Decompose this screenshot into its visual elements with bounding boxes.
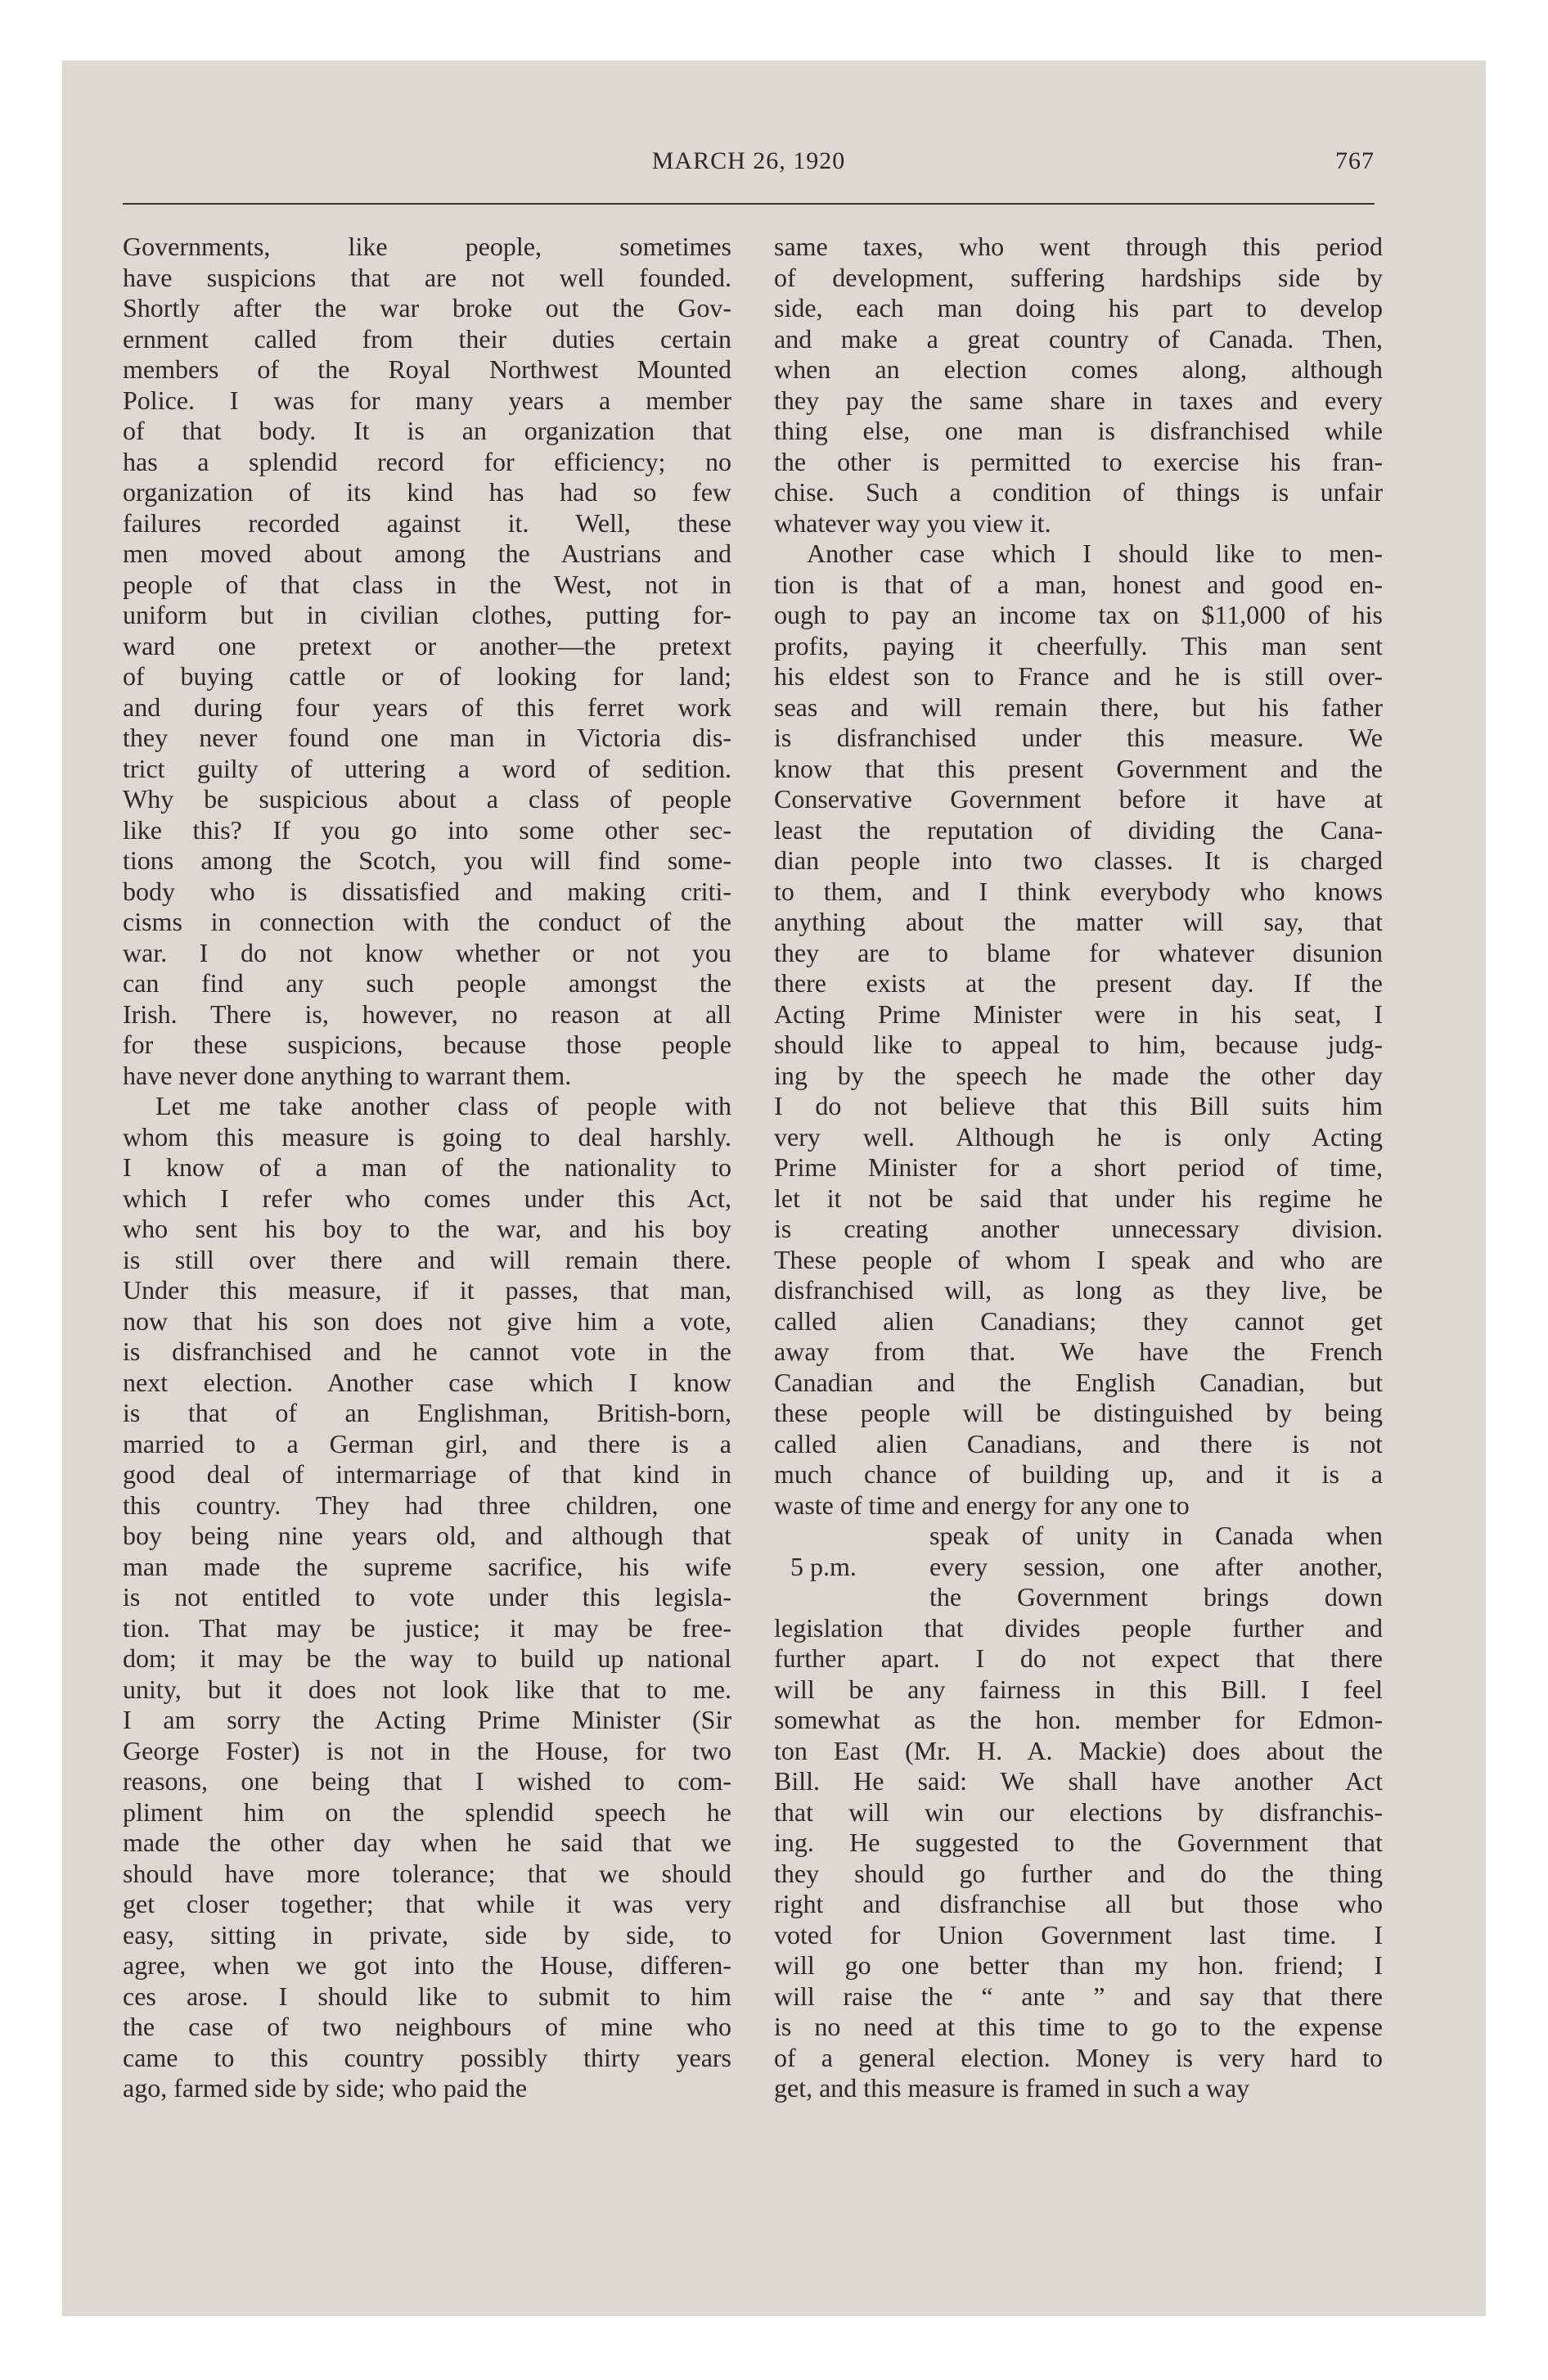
text-line: uniform but in civilian clothes, putting for-	[123, 600, 731, 629]
text-line: Irish. There is, however, no reason at all	[123, 998, 731, 1029]
text-line: Conservative Government before it have at	[774, 784, 1383, 814]
text-line: dom; it may be the way to build up national	[123, 1643, 731, 1673]
text-line: tions among the Scotch, you will find some-	[123, 845, 731, 875]
text-line: These people of whom I speak and who are	[774, 1244, 1383, 1274]
text-line: further apart. I do not expect that there	[774, 1643, 1383, 1673]
text-line: somewhat as the hon. member for Edmon-	[774, 1705, 1383, 1734]
text-line: side, each man doing his part to develop	[774, 293, 1383, 322]
text-line: let it not be said that under his regime he	[774, 1183, 1383, 1213]
text-line: his eldest son to France and he is still over-	[774, 661, 1383, 691]
text-line: of a general election. Money is very hard to	[774, 2042, 1383, 2072]
page-date: MARCH 26, 1920	[651, 147, 846, 174]
text-line: tion. That may be justice; it may be free-	[123, 1612, 731, 1643]
text-line: is disfranchised and he cannot vote in the	[123, 1336, 731, 1366]
text-line: George Foster) is not in the House, for two	[123, 1735, 731, 1765]
text-line: has a splendid record for efficiency; no	[123, 446, 731, 476]
text-line: know that this present Government and the	[774, 753, 1383, 783]
text-line: they never found one man in Victoria dis-	[123, 723, 731, 752]
text-line: the Government brings down	[929, 1582, 1383, 1611]
text-line: is that of an Englishman, British-born,	[123, 1398, 731, 1427]
text-line: speak of unity in Canada when	[929, 1521, 1383, 1550]
text-line: get, and this measure is framed in such a way	[774, 2073, 1250, 2103]
text-line: whom this measure is going to deal harshly.	[123, 1121, 731, 1152]
text-line: I know of a man of the nationality to	[123, 1152, 731, 1182]
text-line: ing by the speech he made the other day	[774, 1060, 1383, 1090]
text-line: dian people into two classes. It is charged	[774, 845, 1383, 875]
header-rule	[123, 203, 1375, 205]
text-line: have suspicions that are not well founded.	[123, 262, 731, 292]
text-line: of buying cattle or of looking for land;	[123, 661, 731, 691]
text-line: people of that class in the West, not in	[123, 569, 731, 599]
text-line: called alien Canadians, and there is not	[774, 1428, 1383, 1458]
text-line: thing else, one man is disfranchised while	[774, 416, 1383, 445]
text-line: should like to appeal to him, because judg-	[774, 1030, 1383, 1059]
text-line: of development, suffering hardships side by	[774, 262, 1383, 292]
text-line: body who is dissatisfied and making criti-	[123, 876, 731, 906]
text-line: is not entitled to vote under this legisla-	[123, 1582, 731, 1611]
text-line: will be any fairness in this Bill. I feel	[774, 1674, 1383, 1704]
text-line: the case of two neighbours of mine who	[123, 2012, 731, 2041]
text-line: least the reputation of dividing the Cana-	[774, 814, 1383, 845]
text-line: members of the Royal Northwest Mounted	[123, 354, 731, 384]
text-line: get closer together; that while it was very	[123, 1889, 731, 1918]
text-line: the other is permitted to exercise his fran-	[774, 446, 1383, 476]
text-line: of that body. It is an organization that	[123, 416, 731, 445]
page-number: 767	[1335, 147, 1375, 174]
right-column-top	[774, 232, 1383, 1521]
text-line: ough to pay an income tax on $11,000 of his	[774, 600, 1383, 629]
text-line: which I refer who comes under this Act,	[123, 1183, 731, 1213]
text-line: and during four years of this ferret work	[123, 692, 731, 722]
text-line: legislation that divides people further and	[774, 1612, 1383, 1643]
text-line: war. I do not know whether or not you	[123, 937, 731, 967]
text-line: unity, but it does not look like that to me.	[123, 1674, 731, 1704]
text-line: for these suspicions, because those people	[123, 1030, 731, 1059]
text-line: tion is that of a man, honest and good en-	[774, 569, 1383, 599]
text-line: Another case which I should like to men-	[807, 539, 1383, 568]
left-column	[123, 232, 731, 2104]
text-line: Governments, like people, sometimes	[123, 232, 731, 261]
text-line: when an election comes along, although	[774, 354, 1383, 384]
margin-time-note: 5 p.m.	[790, 1551, 857, 1581]
text-line: can find any such people amongst the	[123, 968, 731, 998]
text-line: away from that. We have the French	[774, 1336, 1383, 1366]
text-line: seas and will remain there, but his father	[774, 692, 1383, 722]
text-line: good deal of intermarriage of that kind in	[123, 1459, 731, 1489]
text-line: like this? If you go into some other sec-	[123, 814, 731, 845]
text-line: next election. Another case which I know	[123, 1367, 731, 1397]
text-line: chise. Such a condition of things is unfair	[774, 477, 1383, 507]
text-line: is disfranchised under this measure. We	[774, 723, 1383, 752]
text-line: Bill. He said: We shall have another Act	[774, 1766, 1383, 1796]
text-line: will raise the “ ante ” and say that there	[774, 1981, 1383, 2011]
text-line: I do not believe that this Bill suits him	[774, 1091, 1383, 1120]
text-line: called alien Canadians; they cannot get	[774, 1305, 1383, 1336]
text-line: Let me take another class of people with	[155, 1091, 731, 1120]
right-column-margin-text	[929, 1521, 1383, 1613]
text-line: every session, one after another,	[929, 1551, 1383, 1581]
margin-block	[774, 1521, 1383, 1613]
text-line: ton East (Mr. H. A. Mackie) does about the	[774, 1735, 1383, 1765]
right-column-bottom	[774, 1613, 1383, 2104]
text-line: boy being nine years old, and although that	[123, 1521, 731, 1550]
text-line: to them, and I think everybody who knows	[774, 876, 1383, 906]
text-line: should have more tolerance; that we should	[123, 1858, 731, 1888]
text-line: Prime Minister for a short period of time,	[774, 1152, 1383, 1182]
text-line: reasons, one being that I wished to com-	[123, 1766, 731, 1796]
text-line: anything about the matter will say, that	[774, 907, 1383, 936]
text-line: much chance of building up, and it is a	[774, 1459, 1383, 1489]
text-line: Shortly after the war broke out the Gov-	[123, 293, 731, 322]
text-line: now that his son does not give him a vote,	[123, 1305, 731, 1336]
text-line: ernment called from their duties certain	[123, 323, 731, 354]
text-line: they should go further and do the thing	[774, 1858, 1383, 1888]
text-line: made the other day when he said that we	[123, 1828, 731, 1857]
text-line: organization of its kind has had so few	[123, 477, 731, 507]
text-line: trict guilty of uttering a word of sedition.	[123, 753, 731, 783]
text-line: this country. They had three children, one	[123, 1490, 731, 1520]
text-line: Canadian and the English Canadian, but	[774, 1367, 1383, 1397]
text-line: is still over there and will remain there.	[123, 1244, 731, 1274]
text-line: easy, sitting in private, side by side, to	[123, 1919, 731, 1950]
text-line: ward one pretext or another—the pretext	[123, 630, 731, 660]
text-line: disfranchised will, as long as they live, be	[774, 1275, 1383, 1305]
text-line: Police. I was for many years a member	[123, 385, 731, 415]
text-line: right and disfranchise all but those who	[774, 1889, 1383, 1918]
text-line: Acting Prime Minister were in his seat, I	[774, 998, 1383, 1029]
text-line: waste of time and energy for any one to	[774, 1490, 1190, 1520]
text-line: man made the supreme sacrifice, his wife	[123, 1551, 731, 1581]
text-line: will go one better than my hon. friend; I	[774, 1950, 1383, 1980]
running-head	[123, 147, 1375, 183]
text-line: have never done anything to warrant them.	[123, 1060, 572, 1090]
text-line: is creating another unnecessary division.	[774, 1214, 1383, 1243]
text-line: married to a German girl, and there is a	[123, 1428, 731, 1458]
text-line: that will win our elections by disfranchis-	[774, 1796, 1383, 1827]
text-line: Under this measure, if it passes, that man,	[123, 1275, 731, 1305]
text-line: who sent his boy to the war, and his boy	[123, 1214, 731, 1243]
text-line: is no need at this time to go to the expense	[774, 2012, 1383, 2041]
text-line: these people will be distinguished by being	[774, 1398, 1383, 1427]
text-line: same taxes, who went through this period	[774, 232, 1383, 261]
text-line: failures recorded against it. Well, these	[123, 507, 731, 538]
text-line: Why be suspicious about a class of people	[123, 784, 731, 814]
text-line: they are to blame for whatever disunion	[774, 937, 1383, 967]
margin-note-gutter	[774, 1521, 929, 1613]
text-line: there exists at the present day. If the	[774, 968, 1383, 998]
text-line: came to this country possibly thirty years	[123, 2042, 731, 2072]
right-column	[774, 232, 1383, 2104]
text-line: ing. He suggested to the Government that	[774, 1828, 1383, 1857]
text-line: whatever way you view it.	[774, 507, 1051, 538]
text-line: very well. Although he is only Acting	[774, 1121, 1383, 1152]
text-line: and make a great country of Canada. Then,	[774, 323, 1383, 354]
text-line: voted for Union Government last time. I	[774, 1919, 1383, 1950]
text-line: profits, paying it cheerfully. This man sent	[774, 630, 1383, 660]
text-line: ces arose. I should like to submit to him	[123, 1981, 731, 2011]
text-line: they pay the same share in taxes and every	[774, 385, 1383, 415]
text-line: cisms in connection with the conduct of the	[123, 907, 731, 936]
text-line: pliment him on the splendid speech he	[123, 1796, 731, 1827]
text-line: I am sorry the Acting Prime Minister (Sir	[123, 1705, 731, 1734]
text-line: men moved about among the Austrians and	[123, 539, 731, 568]
text-line: agree, when we got into the House, differen-	[123, 1950, 731, 1980]
text-line: ago, farmed side by side; who paid the	[123, 2073, 528, 2103]
